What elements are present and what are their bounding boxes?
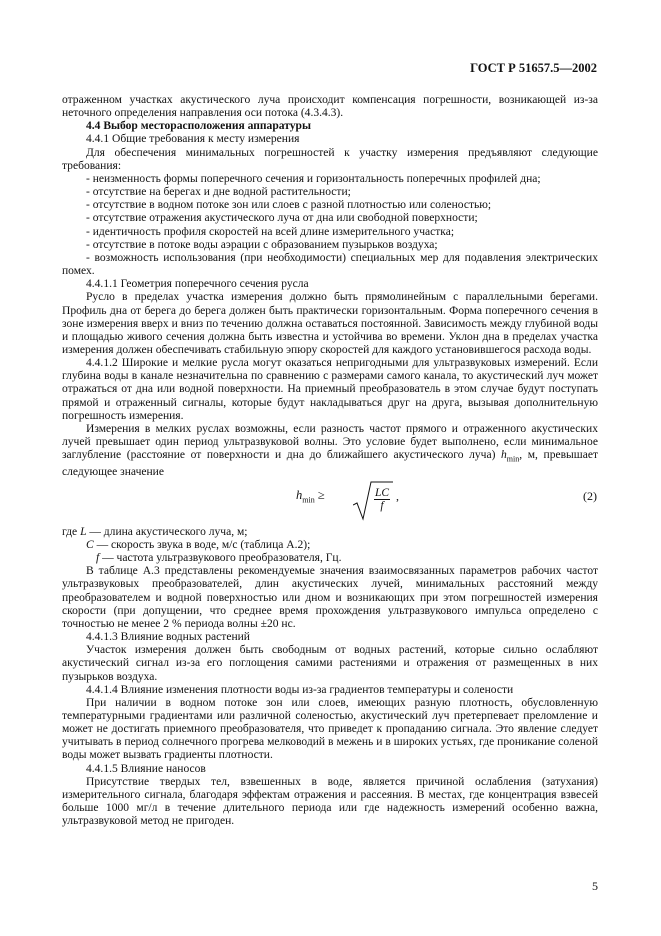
formula-lhs: $h_{min}$ ≥: [296, 487, 325, 505]
requirement-item: - отсутствие в водном потоке зон или слоев с разной плотностью или соленостью;: [86, 199, 492, 212]
section-4-4-1-4-text: При наличии в водном потоке зон или слоев, имеющих разную плотность, обусловленную температурными градиентами или различной соленостью, акустический луч претерпевает преломление и может не достигать приемного преобразователя, что приведет к пропаданию сигнала. Это явление следует учитывать в период солнечного прогрева мелководий в межень и в широких устьях, где проникание соленой воды может вызвать градиенты плотности.: [62, 696, 598, 762]
intro-paragraph: отраженном участках акустического луча происходит компенсация погрешности, возникающей из-за неточного определения направления оси потока (4.3.4.3).: [62, 94, 598, 120]
section-4-4-1-3-title: 4.4.1.3 Влияние водных растений: [86, 631, 250, 644]
section-4-4-1-1-title: 4.4.1.1 Геометрия поперечного сечения русла: [86, 278, 309, 291]
requirement-item: - идентичность профиля скоростей на всей длине измерительного участка;: [86, 225, 455, 238]
section-4-4-1-intro: Для обеспечения минимальных погрешностей к участку измерения предъявляют следующие требования:: [62, 146, 598, 172]
standard-header: ГОСТ Р 51657.5—2002: [470, 61, 597, 75]
formula-2: [62, 481, 598, 525]
section-4-4-1-5-text: Присутствие твердых тел, взвешенных в воде, является причиной ослабления (затухания) измерительного сигнала, благодаря эффектам отражения и рассеяния. В местах, где концентрация взвесей больше 1000 мг/л в течение длительного периода или где надежность измерений особенно важна, ультразвуковой метод не пригоден.: [62, 775, 598, 828]
requirement-item: - неизменность формы поперечного сечения и горизонтальность поперечных профилей дна;: [86, 172, 541, 185]
sqrt-icon: [353, 481, 393, 521]
section-4-4-title: 4.4 Выбор месторасположения аппаратуры: [86, 120, 311, 133]
section-4-4-1-1-text: Русло в пределах участка измерения должно быть прямолинейным с параллельными берегами. Профиль дна от берега до берега должен быть практически горизонтальным. Форма поперечного сечения в зоне измерения вверх и вниз по течению должна оставаться постоянной. Зависимость между глубиной воды и площадью живого сечения должна быть известна и устойчива во времени. Уклон дна в пределах участка измерения должен обеспечивать стабильную эпюру скоростей для каждого установившегося расхода воды.: [62, 291, 598, 356]
where-item: f — частота ультразвукового преобразователя, Гц.: [96, 552, 342, 565]
requirement-item: - отсутствие в потоке воды аэрации с образованием пузырьков воздуха;: [86, 238, 438, 251]
section-4-4-1-2-text: 4.4.1.2 Широкие и мелкие русла могут оказаться непригодными для ультразвуковых измерений. Если глубина воды в канале незначительна по сравнению с размерами самого канала, то акустический луч может отражаться от дна или водной поверхности. На приемный преобразователь в этом случае будут поступать прямой и отраженный сигналы, которые будут накладываться друг на друга, вызывая дополнительную погрешность измерения.: [62, 357, 598, 422]
table-a3-paragraph: В таблице А.3 представлены рекомендуемые значения взаимосвязанных параметров рабочих частот ультразвуковых преобразователей, длин акустических лучей, минимальных расстояний между преобразователем и водной поверхностью или дном и возникающих при этом погрешностей измерения скорости (при допущении, что среднее время прохождения ультразвукового импульса определено с точностью не менее 2 % периода волны ±20 нс.: [62, 565, 598, 630]
section-4-4-1-4-title: 4.4.1.4 Влияние изменения плотности воды из-за градиентов температуры и солености: [86, 683, 514, 696]
section-4-4-1-5-title: 4.4.1.5 Влияние наносов: [86, 762, 206, 775]
document-body: [62, 94, 598, 828]
shallow-channel-paragraph: [62, 423, 598, 479]
page-number: 5: [592, 879, 598, 893]
requirement-item: - отсутствие на берегах и дне водной растительности;: [86, 186, 351, 199]
section-4-4-1-title: 4.4.1 Общие требования к месту измерения: [86, 133, 300, 146]
section-4-4-1-3-text: Участок измерения должен быть свободным от водных растений, которые сильно ослабляют акустический сигнал из-за его поглощения самими растениями и отражения от размещенных в них пузырьков воздуха.: [62, 644, 598, 683]
h-min-symbol: $h_{min}$: [501, 449, 520, 464]
formula-comma: ,: [396, 488, 399, 503]
shallow-text-before: Измерения в мелких руслах возможны, если разность частот прямого и отраженного акустических лучей превышает один период ультразвуковой волны. Это условие будет выполнено, если минимальное заглубление (расстояние от поверхности и дна до ближайшего акустического луча): [62, 422, 598, 462]
formula-fraction: $\frac{LC}{f}$: [374, 486, 390, 512]
shallow-text-after: , м, превышает следующее значение: [62, 449, 598, 478]
where-item: C — скорость звука в воде, м/с (таблица А.2);: [86, 538, 311, 551]
where-item: где L — длина акустического луча, м;: [62, 525, 248, 538]
requirement-item: - возможность использования (при необходимости) специальных мер для подавления электрических помех.: [62, 251, 598, 278]
formula-number: (2): [583, 488, 597, 503]
requirement-item: - отсутствие отражения акустического луча от дна или свободной поверхности;: [86, 212, 478, 225]
